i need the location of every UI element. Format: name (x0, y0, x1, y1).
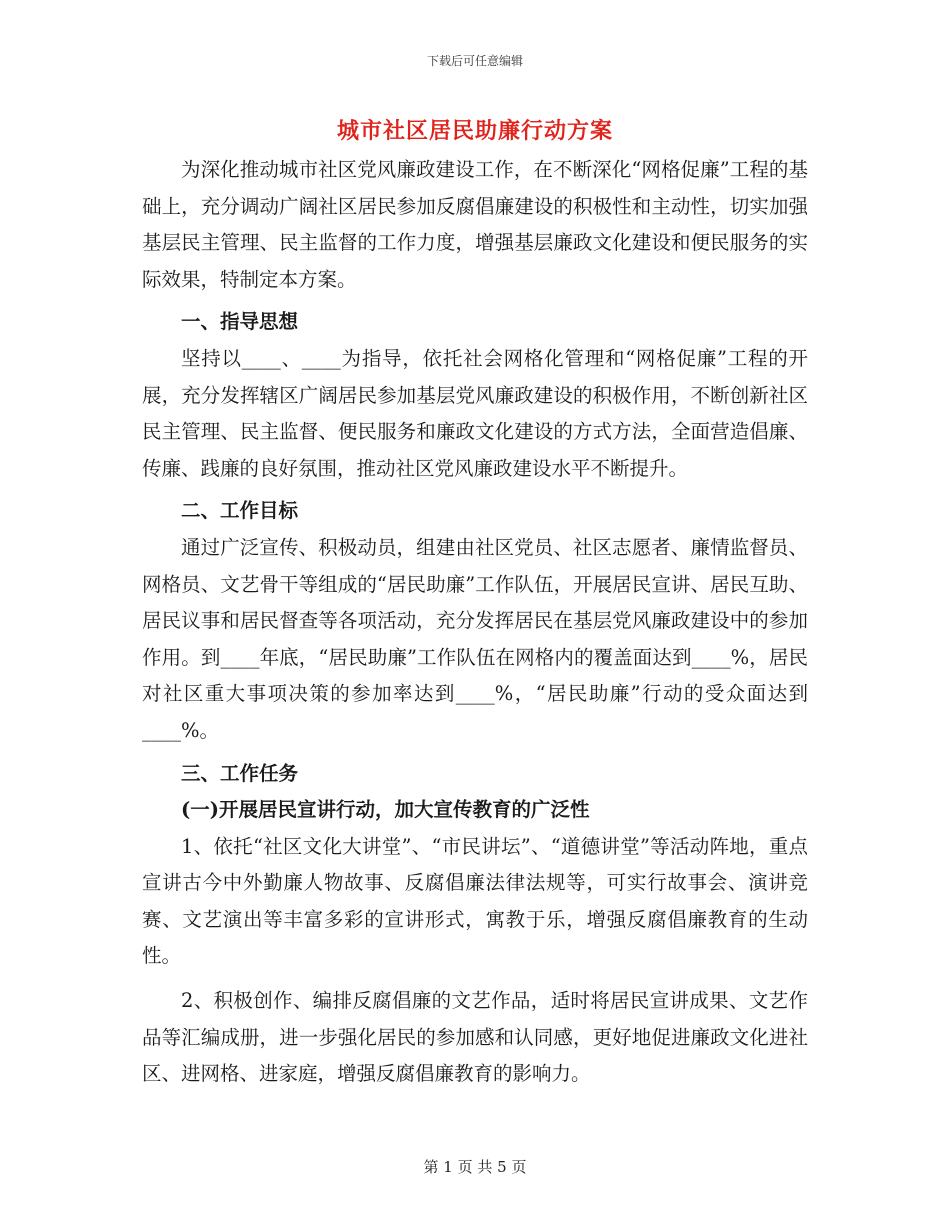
section-paragraph-work-goals: 通过广泛宣传、积极动员，组建由社区党员、社区志愿者、廉情监督员、网格员、文艺骨干等组成的“居民助廉”工作队伍，开展居民宣讲、居民互助、居民议事和居民督查等各项活动，充分发挥居民在基层党风廉政建设中的参加作用。到____年底，“居民助廉”工作队伍在网格内的覆盖面达到____%，居民对社区重大事项决策的参加率达到____%，“居民助廉”行动的受众面达到____%。 (142, 535, 808, 742)
subsection-heading-publicity: (一)开展居民宣讲行动，加大宣传教育的广泛性 (181, 798, 590, 822)
document-body (142, 152, 808, 1093)
section-heading-work-tasks: 三、工作任务 (181, 761, 299, 785)
section-heading-work-goals: 二、工作目标 (181, 499, 299, 523)
header-note: 下载后可任意编辑 (426, 54, 523, 68)
document-title: 城市社区居民助廉行动方案 (336, 118, 613, 144)
task-item-2: 2、积极创作、编排反腐倡廉的文艺作品，适时将居民宣讲成果、文艺作品等汇编成册，进一步强化居民的参加感和认同感，更好地促进廉政文化进社区、进网格、进家庭，增强反腐倡廉教育的影响力。 (142, 989, 808, 1086)
section-paragraph-guiding-ideology: 坚持以____、____为指导，依托社会网格化管理和“网格促廉”工程的开展，充分发挥辖区广阔居民参加基层党风廉政建设的积极作用，不断创新社区民主管理、民主监督、便民服务和廉政文化建设的方式方法，全面营造倡廉、传廉、践廉的良好氛围，推动社区党风廉政建设水平不断提升。 (142, 346, 808, 480)
intro-paragraph: 为深化推动城市社区党风廉政建设工作，在不断深化“网格促廉”工程的基础上，充分调动广阔社区居民参加反腐倡廉建设的积极性和主动性，切实加强基层民主管理、民主监督的工作力度，增强基层廉政文化建设和便民服务的实际效果，特制定本方案。 (142, 158, 808, 291)
page-number: 第 1 页 共 5 页 (423, 1158, 527, 1176)
section-heading-guiding-ideology: 一、指导思想 (181, 310, 299, 334)
task-item-1: 1、依托“社区文化大讲堂”、“市民讲坛”、“道德讲堂”等活动阵地，重点宣讲古今中外勤廉人物故事、反腐倡廉法律法规等，可实行故事会、演讲竞赛、文艺演出等丰富多彩的宣讲形式，寓教于乐，增强反腐倡廉教育的生动性。 (142, 834, 808, 968)
